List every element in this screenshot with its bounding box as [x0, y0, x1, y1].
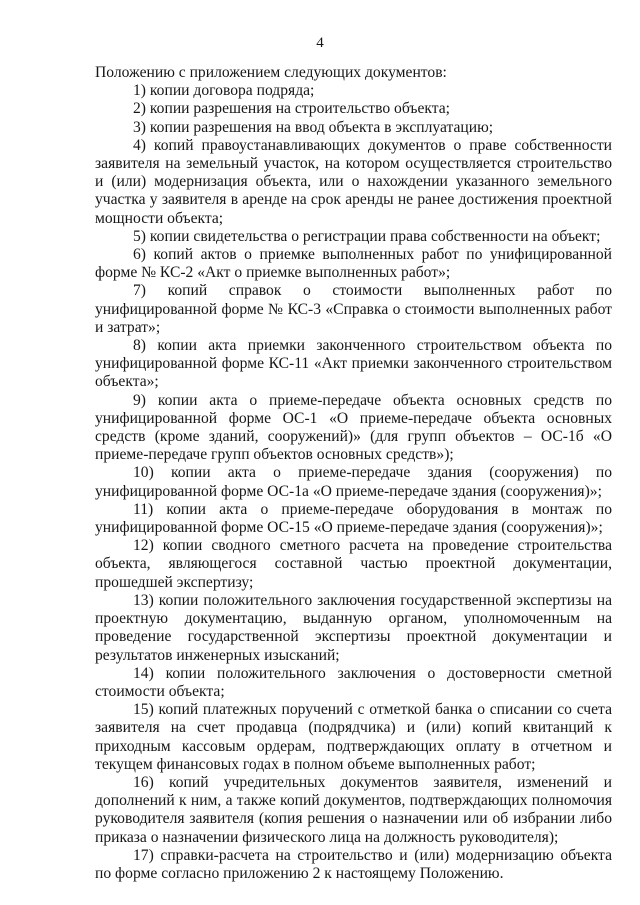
list-item-7: 7) копий справок о стоимости выполненных работ по унифицированной форме № КС-3 «Справка о стоимости выполненных работ и затрат»; — [95, 282, 612, 336]
list-item-12: 12) копии сводного сметного расчета на проведение строительства объекта, являющегося составной частью проектной документации, прошедшей экспертизу; — [95, 537, 612, 591]
list-item-10: 10) копии акта о приеме-передаче здания (сооружения) по унифицированной форме ОС-1а «О приеме-передаче здания (сооружения)»; — [95, 464, 612, 500]
list-item-11: 11) копии акта о приеме-передаче оборудования в монтаж по унифицированной форме ОС-15 «О приеме-передаче здания (сооружения)»; — [95, 500, 612, 537]
list-item-4: 4) копий правоустанавливающих документов о праве собственности заявителя на земельный участок, на котором осуществляется строительство и (или) модернизация объекта, или о нахождении указанного земельного участка у заявителя в аренде на срок аренды не ранее достижения проектной мощности объекта; — [95, 136, 612, 227]
list-item-1: 1) копии договора подряда; — [133, 82, 315, 100]
list-item-13: 13) копии положительного заключения государственной экспертизы на проектную документацию, выданную органом, уполномоченным на проведение государственной экспертизы проектной документации и результатов инженерных изысканий; — [95, 591, 612, 664]
list-item-9: 9) копии акта о приеме-передаче объекта основных средств по унифицированной форме ОС-1 «О приеме-передаче объекта основных средств (кроме зданий, сооружений)» (для групп объектов – ОС-1б «О приеме-передаче групп объектов основных средств»); — [95, 391, 612, 464]
document-body — [95, 64, 612, 883]
list-item-5: 5) копии свидетельства о регистрации права собственности на объект; — [133, 227, 601, 245]
list-item-2: 2) копии разрешения на строительство объекта; — [133, 100, 450, 118]
list-item-6: 6) копий актов о приемке выполненных работ по унифицированной форме № КС-2 «Акт о приемке выполненных работ»; — [95, 246, 612, 282]
list-item-15: 15) копий платежных поручений с отметкой банка о списании со счета заявителя на счет продавца (подрядчика) и (или) копий квитанций к приходным кассовым ордерам, подтверждающих оплату в отчетном и текущем финансовых годах в полном объеме выполненных работ; — [95, 701, 612, 773]
list-item-8: 8) копии акта приемки законченного строительством объекта по унифицированной форме КС-11 «Акт приемки законченного строительством объекта»; — [95, 337, 612, 391]
page-number: 4 — [316, 35, 324, 51]
list-item-14: 14) копии положительного заключения о достоверности сметной стоимости объекта; — [95, 664, 612, 700]
list-item-17: 17) справки-расчета на строительство и (или) модернизацию объекта по форме согласно приложению 2 к настоящему Положению. — [95, 846, 612, 882]
intro-paragraph: Положению с приложением следующих документов: — [95, 64, 447, 81]
list-item-16: 16) копий учредительных документов заявителя, изменений и дополнений к ним, а также копий документов, подтверждающих полномочия руководителя заявителя (копия решения о назначении или об избрании либо приказа о назначении физического лица на должность руководителя); — [95, 773, 612, 846]
list-item-3: 3) копии разрешения на ввод объекта в эксплуатацию; — [133, 118, 494, 136]
